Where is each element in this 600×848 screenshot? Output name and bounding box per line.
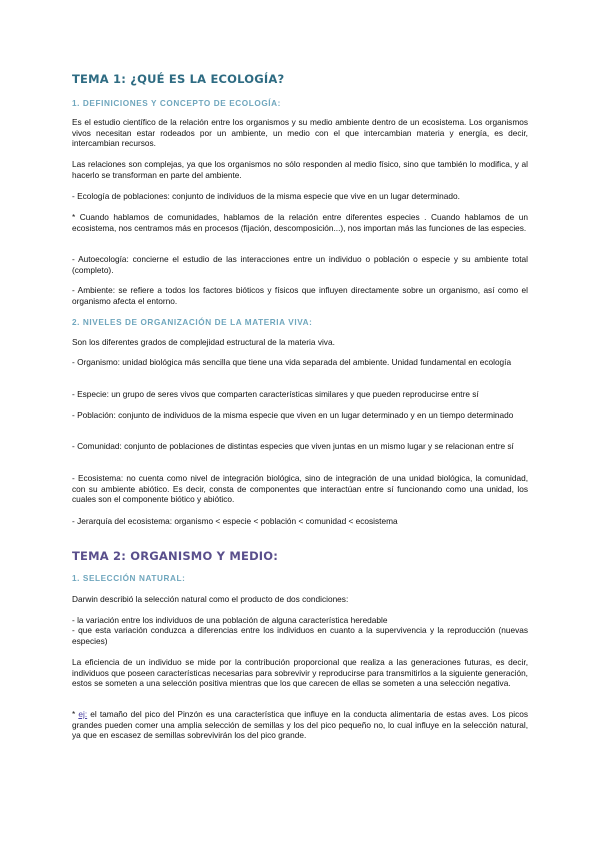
tema1-p6: - Ambiente: se refiere a todos los factores bióticos y físicos que influyen directamente sobre un organismo, así como el organismo afecta el entorno. (72, 285, 528, 306)
tema1-p9: - Especie: un grupo de seres vivos que comparten características similares y que pueden reproducirse entre sí (72, 389, 479, 399)
tema2-p2b: - que esta variación conduzca a diferencias entre los individuos en cuanto a la supervivencia y la reproducción (nuevas especies) (72, 625, 528, 646)
tema1-p13: - Jerarquía del ecosistema: organismo < especie < población < comunidad < ecosistema (72, 516, 398, 526)
tema1-section2-title: 2. NIVELES DE ORGANIZACIÓN DE LA MATERIA VIVA: (72, 318, 313, 327)
tema1-p1: Es el estudio científico de la relación entre los organismos y su medio ambiente dentro de un ecosistema. Los organismos vivos necesitan estar rodeados por un ambiente, un medio con el que intercambian materia y energía, es decir, intercambian recursos. (72, 117, 528, 149)
tema2-p4-prefix: * (72, 709, 79, 719)
tema2-p3: La eficiencia de un individuo se mide por la contribución proporcional que realiza a las generaciones futuras, es decir, individuos que poseen características necesarias para sobrevivir y reproducirse para transmitirlos a la siguiente generación, estos se someten a una selección positiva mientras que los que carecen de ellas se someten a una selección negativa. (72, 657, 528, 689)
tema2-section1-title: 1. SELECCIÓN NATURAL: (72, 574, 186, 583)
tema1-p4: * Cuando hablamos de comunidades, hablamos de la relación entre diferentes especies . Cuando hablamos de un ecosistema, nos centramos más en procesos (fijación, descomposición...), nos importan más las funciones de las especies. (72, 212, 528, 233)
tema1-p3: - Ecología de poblaciones: conjunto de individuos de la misma especie que vive en un lugar determinado. (72, 191, 460, 201)
tema1-p10: - Población: conjunto de individuos de la misma especie que viven en un lugar determinado y en un tiempo determinado (72, 410, 514, 420)
tema2-p1: Darwin describió la selección natural como el producto de dos condiciones: (72, 594, 349, 604)
tema1-p12: - Ecosistema: no cuenta como nivel de integración biológica, sino de integración de una unidad biológica, la comunidad, con su ambiente abiótico. Es decir, consta de componentes que interactúan entre sí funcionando como una unidad, los cuales son el componente biótico y abiótico. (72, 473, 528, 505)
tema2-title: TEMA 2: ORGANISMO Y MEDIO: (72, 549, 279, 563)
tema1-p7: Son los diferentes grados de complejidad estructural de la materia viva. (72, 337, 335, 347)
example-link[interactable]: ej: (78, 709, 88, 719)
tema2-p4 (72, 709, 528, 741)
tema1-section1-title: 1. DEFINICIONES Y CONCEPTO DE ECOLOGÍA: (72, 99, 282, 108)
tema1-p8: - Organismo: unidad biológica más sencilla que tiene una vida separada del ambiente. Unidad fundamental en ecología (72, 357, 512, 367)
tema1-p5: - Autoecología: concierne el estudio de las interacciones entre un individuo o población o especie y su ambiente total (completo). (72, 254, 528, 275)
tema2-p2a: - la variación entre los individuos de una población de alguna característica heredable (72, 615, 388, 625)
tema2-p4-rest: el tamaño del pico del Pinzón es una característica que influye en la conducta alimentaria de estas aves. Los picos grandes pueden comer una amplia selección de semillas y los del pico pequeño no, lo cual influye en la selección natural, ya que en escasez de semillas sobrevivirán los del pico grande. (72, 709, 529, 741)
tema1-p2: Las relaciones son complejas, ya que los organismos no sólo responden al medio físico, sino que también lo modifica, y al hacerlo se transforman en parte del ambiente. (72, 159, 528, 180)
tema1-title: TEMA 1: ¿QUÉ ES LA ECOLOGÍA? (72, 72, 285, 86)
tema1-p11: - Comunidad: conjunto de poblaciones de distintas especies que viven juntas en un mismo lugar y se relacionan entre sí (72, 441, 514, 451)
